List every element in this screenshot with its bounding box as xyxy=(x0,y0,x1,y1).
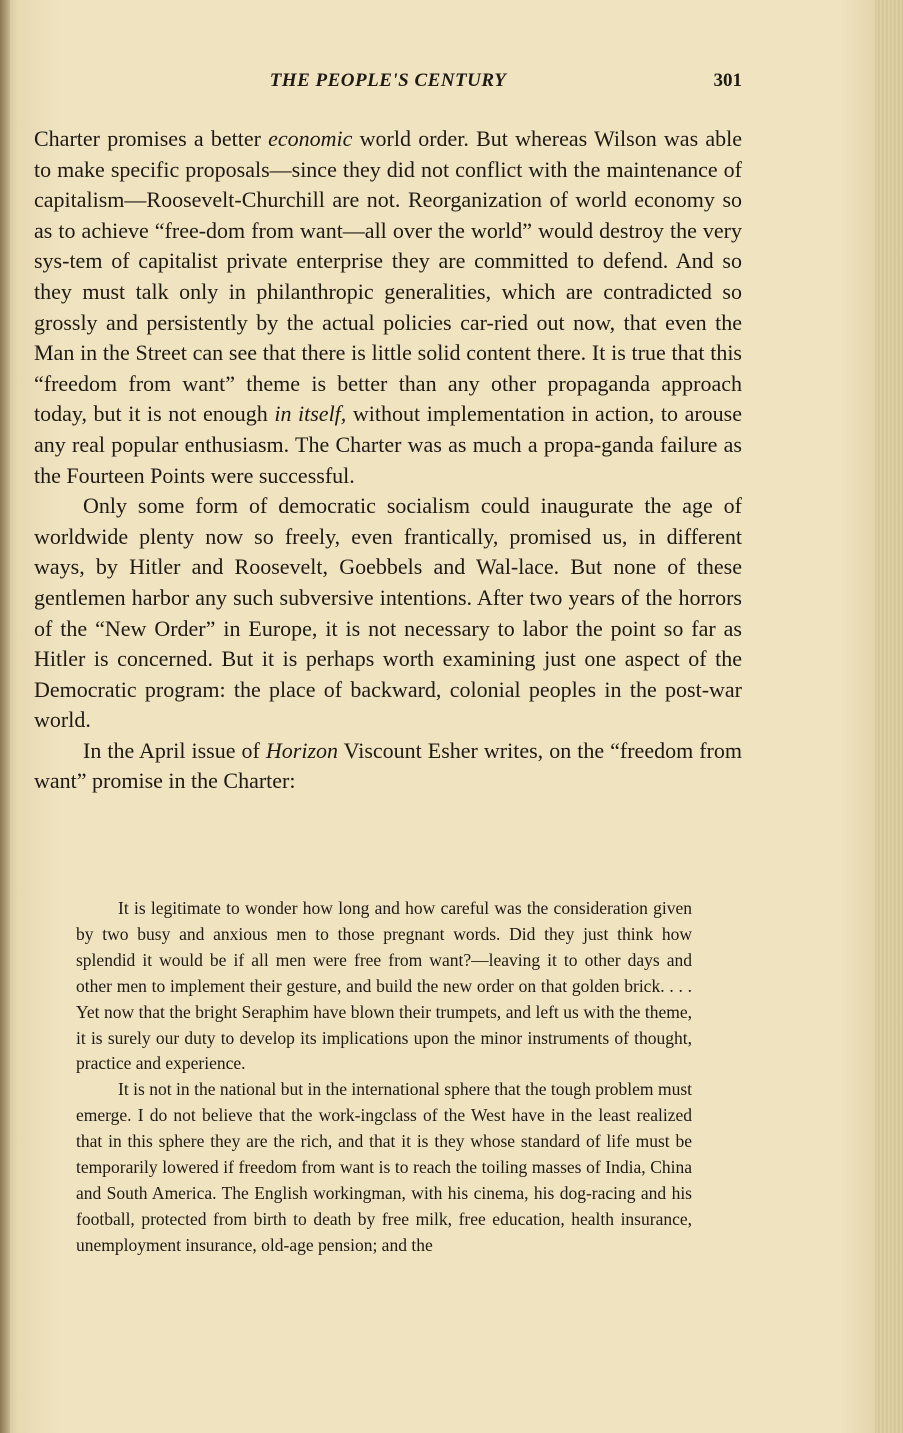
paragraph-1 xyxy=(34,124,742,491)
page-number: 301 xyxy=(713,70,742,91)
body-text xyxy=(34,124,742,797)
paragraph-1-text-b: world order. But whereas Wilson was able to make specific proposals—since they did not conflict with the maintenance of capitalism—Roosevelt-Churchill are not. Reorganization of world economy so as to achieve “free-dom from want—all over the world” would destroy the very sys-tem of capitalist private enterprise they are committed to defend. And so they must talk only in philanthropic generalities, which are contradicted so grossly and persistently by the actual policies car-ried out now, that even the Man in the Street can see that there is little solid content there. It is true that this “freedom from want” theme is better than any other propaganda approach today, but it is not enough xyxy=(34,126,742,427)
emphasis-in-itself: in itself, xyxy=(274,401,347,427)
emphasis-horizon: Horizon xyxy=(265,737,339,763)
paragraph-3-text-b: Viscount Esher writes, on the “freedom from want” promise in the Charter: xyxy=(34,737,742,794)
binding-shadow xyxy=(0,0,10,1433)
page-header xyxy=(34,70,742,100)
running-head: THE PEOPLE'S CENTURY xyxy=(269,70,507,91)
paragraph-2: Only some form of democratic socialism could inaugurate the age of worldwide plenty now so freely, even frantically, promised us, in different ways, by Hitler and Roosevelt, Goebbels and Wal-lace. But none of these gentlemen harbor any such subversive intentions. After two years of the horrors of the “New Order” in Europe, it is not necessary to labor the point so far as Hitler is concerned. But it is perhaps worth examining just one aspect of the Democratic program: the place of backward, colonial peoples in the post-war world. xyxy=(34,493,742,733)
quote-paragraph-1: It is legitimate to wonder how long and how careful was the consideration given by two busy and anxious men to those pregnant words. Did they just think how splendid it would be if all men were free from want?—leaving it to other days and other men to implement their gesture, and build the new order on that golden brick. . . . Yet now that the bright Seraphim have blown their trumpets, and left us with the theme, it is surely our duty to develop its implications upon the minor instruments of thought, practice and experience. xyxy=(76,898,692,1074)
paragraph-3-text-a: In the April issue of xyxy=(83,737,266,763)
quote-paragraph-2: It is not in the national but in the international sphere that the tough problem must emerge. I do not believe that the work-ingclass of the West have in the least realized that in this sphere they are the rich, and that it is they whose standard of life must be temporarily lowered if freedom from want is to reach the toiling masses of India, China and South America. The English workingman, with his cinema, his dog-racing and his football, protected from birth to death by free milk, free education, health insurance, unemployment insurance, old-age pension; and the xyxy=(76,1079,692,1255)
block-quote xyxy=(76,896,692,1259)
paragraph-1-text-c: without implementation in action, to arouse any real popular enthusiasm. The Charter was as much a propa-ganda failure as the Fourteen Points were successful. xyxy=(34,401,743,488)
page-edges xyxy=(875,0,903,1433)
paragraph-1-text-a: Charter promises a better xyxy=(34,126,269,151)
emphasis-economic: economic xyxy=(268,126,353,151)
paragraph-3 xyxy=(34,736,742,797)
